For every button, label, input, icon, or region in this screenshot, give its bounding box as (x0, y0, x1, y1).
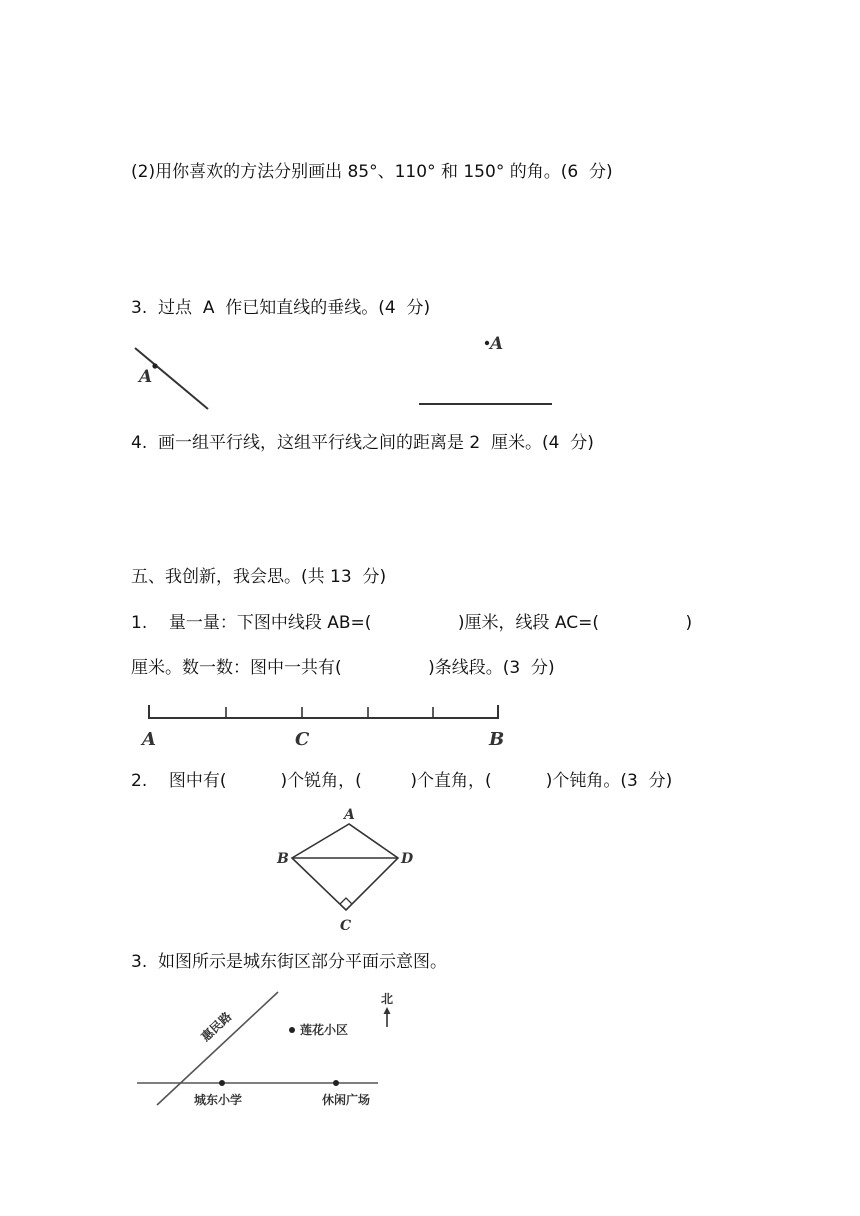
label-a-left: A (139, 367, 153, 387)
quadrilateral-abcd (292, 824, 398, 910)
label-b: B (489, 729, 505, 750)
label-c: C (295, 729, 310, 750)
s5-question-1-line-2: 厘米。数一数：图中一共有( )条线段。(3 分) (131, 658, 555, 678)
segment-figure (140, 700, 520, 755)
s5-question-3: 3. 如图所示是城东街区部分平面示意图。 (131, 952, 448, 972)
street-map (130, 985, 400, 1115)
road-label: 惠民路 (198, 1009, 235, 1045)
leisure-square-dot (333, 1080, 339, 1086)
label-c: C (340, 918, 352, 934)
leisure-square-label: 休闲广场 (322, 1093, 371, 1107)
lianhua-dot (289, 1027, 295, 1033)
question-3: 3. 过点 A 作已知直线的垂线。(4 分) (131, 298, 431, 318)
lianhua-label: 莲花小区 (300, 1023, 349, 1037)
section-5-title: 五、我创新，我会思。(共 13 分) (131, 567, 387, 587)
label-a: A (344, 807, 355, 823)
point-a-left (152, 363, 157, 368)
question-2-part-2: (2)用你喜欢的方法分别画出 85°、110° 和 150° 的角。(6 分) (131, 162, 613, 182)
point-a-right (485, 341, 489, 345)
quadrilateral-figure (270, 800, 430, 940)
north-label: 北 (381, 992, 394, 1006)
question-4: 4. 画一组平行线，这组平行线之间的距离是 2 厘米。(4 分) (131, 433, 594, 453)
label-d: D (401, 851, 414, 867)
north-arrowhead-icon (384, 1007, 391, 1014)
perpendicular-figure (125, 330, 565, 415)
label-b: B (277, 851, 289, 867)
chengdong-school-label: 城东小学 (194, 1093, 243, 1107)
right-angle-mark (340, 898, 352, 904)
s5-question-2: 2. 图中有( )个锐角，( )个直角，( )个钝角。(3 分) (131, 771, 673, 791)
s5-question-1-line-1: 1. 量一量：下图中线段 AB=( )厘米，线段 AC=( ) (131, 613, 693, 633)
label-a: A (142, 729, 156, 750)
chengdong-school-dot (219, 1080, 225, 1086)
label-a-right: A (490, 334, 504, 354)
huimin-road (157, 992, 278, 1105)
